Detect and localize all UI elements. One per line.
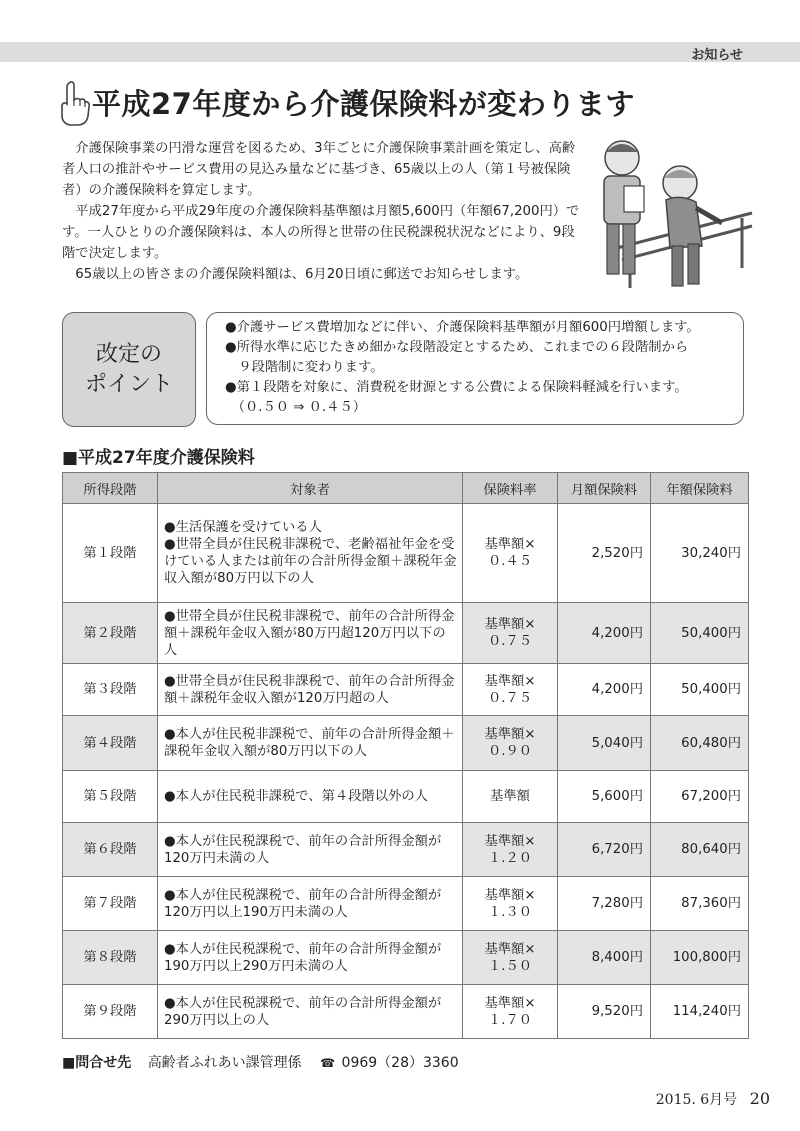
- point-item: ●介護サービス費増加などに伴い、介護保険料基準額が月額600円増額します。: [225, 320, 700, 335]
- page-footer: [656, 1089, 770, 1109]
- tier-cell: 第７段階: [63, 877, 158, 931]
- target-cell: ●本人が住民税非課税で、第４段階以外の人: [158, 771, 463, 823]
- target-cell: ●本人が住民税課税で、前年の合計所得金額が120万円以上190万円未満の人: [158, 877, 463, 931]
- monthly-cell: 2,520円: [558, 504, 651, 603]
- rate-cell: 基準額× ０.７５: [463, 603, 558, 664]
- tier-cell: 第４段階: [63, 716, 158, 771]
- table-row: [63, 985, 749, 1039]
- issue-label: 2015. 6月号: [655, 1092, 738, 1108]
- table-row: [63, 823, 749, 877]
- intro-paragraph: 65歳以上の皆さまの介護保険料額は、6月20日頃に郵送でお知らせします。: [62, 267, 529, 282]
- intro-paragraph: 平成27年度から平成29年度の介護保険料基準額は月額5,600円（年額67,200円）です。一人ひとりの介護保険料は、本人の所得と世帯の住民税課税状況などにより、9段階で決定します。: [62, 204, 580, 261]
- rate-cell: 基準額× ０.４５: [463, 504, 558, 603]
- target-cell: ●生活保護を受けている人 ●世帯全員が住民税非課税で、老齢福祉年金を受けている人または前年の合計所得金額＋課税年金収入額が80万円以下の人: [158, 504, 463, 603]
- tier-cell: 第１段階: [63, 504, 158, 603]
- rate-cell: 基準額× １.５０: [463, 931, 558, 985]
- section-header-bar: [0, 42, 800, 62]
- page-number: 20: [749, 1089, 770, 1108]
- monthly-cell: 9,520円: [558, 985, 651, 1039]
- target-cell: ●本人が住民税課税で、前年の合計所得金額が290万円以上の人: [158, 985, 463, 1039]
- annual-cell: 100,800円: [651, 931, 749, 985]
- annual-cell: 50,400円: [651, 664, 749, 716]
- header-annual: 年額保険料: [651, 473, 749, 504]
- header-tier: 所得段階: [63, 473, 158, 504]
- rate-cell: 基準額× ０.９０: [463, 716, 558, 771]
- table-row: [63, 504, 749, 603]
- rate-cell: 基準額: [463, 771, 558, 823]
- annual-cell: 67,200円: [651, 771, 749, 823]
- table-row: [63, 716, 749, 771]
- section-label: お知らせ: [691, 48, 743, 63]
- annual-cell: 87,360円: [651, 877, 749, 931]
- rate-cell: 基準額× １.２０: [463, 823, 558, 877]
- annual-cell: 30,240円: [651, 504, 749, 603]
- tier-cell: 第３段階: [63, 664, 158, 716]
- annual-cell: 114,240円: [651, 985, 749, 1039]
- table-header-row: [63, 473, 749, 504]
- intro-text: [62, 138, 582, 285]
- target-cell: ●本人が住民税非課税で、前年の合計所得金額＋課税年金収入額が80万円以下の人: [158, 716, 463, 771]
- table-row: [63, 664, 749, 716]
- monthly-cell: 8,400円: [558, 931, 651, 985]
- table-row: [63, 877, 749, 931]
- pointing-finger-icon: [57, 80, 91, 126]
- revision-points-label-box: [62, 312, 196, 427]
- table-row: [63, 771, 749, 823]
- revision-points-list: [206, 312, 744, 425]
- contact-info: [62, 1052, 459, 1072]
- tier-cell: 第９段階: [63, 985, 158, 1039]
- tier-cell: 第５段階: [63, 771, 158, 823]
- monthly-cell: 6,720円: [558, 823, 651, 877]
- annual-cell: 80,640円: [651, 823, 749, 877]
- table-row: [63, 603, 749, 664]
- revision-points-label: 改定の ポイント: [84, 341, 173, 397]
- tier-cell: 第８段階: [63, 931, 158, 985]
- header-rate: 保険料率: [463, 473, 558, 504]
- point-item: ●第１段階を対象に、消費税を財源とする公費による保険料軽減を行います。: [225, 380, 688, 395]
- monthly-cell: 4,200円: [558, 603, 651, 664]
- target-cell: ●本人が住民税課税で、前年の合計所得金額が190万円以上290万円未満の人: [158, 931, 463, 985]
- contact-phone: 0969（28）3360: [341, 1055, 459, 1071]
- intro-paragraph: 介護保険事業の円滑な運営を図るため、3年ごとに介護保険事業計画を策定し、高齢者人口の推計やサービス費用の見込み量などに基づき、65歳以上の人（第１号被保険者）の介護保険料を算定します。: [62, 141, 576, 198]
- tier-cell: 第６段階: [63, 823, 158, 877]
- rate-cell: 基準額× １.７０: [463, 985, 558, 1039]
- table-title: ■平成27年度介護保険料: [62, 448, 255, 468]
- annual-cell: 50,400円: [651, 603, 749, 664]
- contact-department: 高齢者ふれあい課管理係: [147, 1055, 302, 1071]
- target-cell: ●世帯全員が住民税非課税で、前年の合計所得金額＋課税年金収入額が120万円超の人: [158, 664, 463, 716]
- point-item: ９段階制に変わります。: [225, 360, 384, 375]
- target-cell: ●本人が住民税課税で、前年の合計所得金額が120万円未満の人: [158, 823, 463, 877]
- caregiver-elderly-illustration: [592, 128, 762, 293]
- annual-cell: 60,480円: [651, 716, 749, 771]
- premium-table: [62, 472, 749, 1039]
- monthly-cell: 5,040円: [558, 716, 651, 771]
- contact-label: ■問合せ先: [62, 1055, 132, 1071]
- rate-cell: 基準額× ０.７５: [463, 664, 558, 716]
- header-monthly: 月額保険料: [558, 473, 651, 504]
- monthly-cell: 4,200円: [558, 664, 651, 716]
- header-target: 対象者: [158, 473, 463, 504]
- target-cell: ●世帯全員が住民税非課税で、前年の合計所得金額＋課税年金収入額が80万円超120万円以下の人: [158, 603, 463, 664]
- monthly-cell: 7,280円: [558, 877, 651, 931]
- table-row: [63, 931, 749, 985]
- page-title: 平成27年度から介護保険料が変わります: [92, 87, 635, 121]
- point-item: ●所得水準に応じたきめ細かな段階設定とするため、これまでの６段階制から: [225, 340, 689, 355]
- point-item: （０.５０ ⇒ ０.４５）: [225, 400, 367, 415]
- tier-cell: 第２段階: [63, 603, 158, 664]
- monthly-cell: 5,600円: [558, 771, 651, 823]
- telephone-icon: ☎: [320, 1056, 336, 1070]
- rate-cell: 基準額× １.３０: [463, 877, 558, 931]
